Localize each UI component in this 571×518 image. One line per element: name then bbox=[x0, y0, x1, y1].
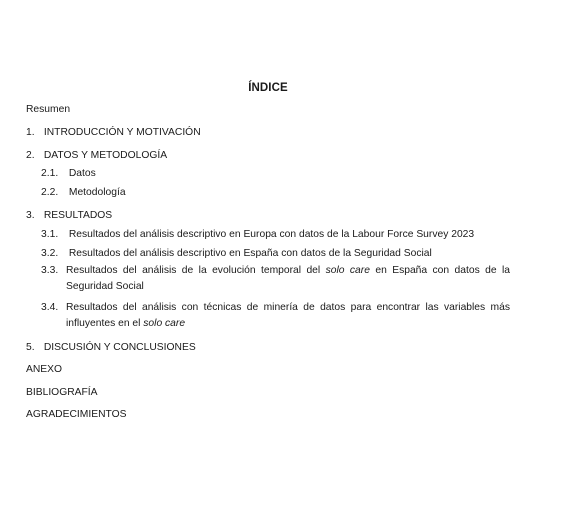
toc-entry-2-2[interactable] bbox=[41, 186, 126, 199]
toc-entry-number: 2.1. bbox=[41, 168, 59, 179]
toc-entry-label: DISCUSIÓN Y CONCLUSIONES bbox=[43, 342, 196, 353]
toc-entry-text: Resultados del análisis de la evolución temporal del bbox=[66, 265, 326, 276]
toc-entry-1[interactable] bbox=[26, 126, 201, 139]
toc-entry-label bbox=[66, 263, 510, 296]
toc-entry-3-2[interactable] bbox=[41, 247, 432, 260]
toc-entry-number: 3.1. bbox=[41, 229, 59, 240]
toc-entry-2-1[interactable] bbox=[41, 167, 96, 180]
toc-entry-label: ANEXO bbox=[26, 364, 63, 375]
toc-entry-label: RESULTADOS bbox=[43, 210, 113, 221]
toc-entry-label: AGRADECIMIENTOS bbox=[26, 409, 127, 420]
toc-entry-number: 2. bbox=[26, 150, 35, 161]
toc-entry-label: INTRODUCCIÓN Y MOTIVACIÓN bbox=[43, 127, 201, 138]
toc-entry-text: Resultados del análisis con técnicas de minería de datos para encontrar las variables más influyentes en el bbox=[66, 302, 510, 330]
toc-entry-italic-term: solo care bbox=[143, 318, 186, 330]
toc-entry-3[interactable] bbox=[26, 209, 112, 222]
toc-entry-label: Datos bbox=[68, 168, 96, 179]
toc-entry-italic-term: solo care bbox=[325, 265, 370, 276]
toc-entry-label: BIBLIOGRAFÍA bbox=[26, 387, 98, 398]
toc-entry-label: Resultados del análisis descriptivo en España con datos de la Seguridad Social bbox=[68, 248, 432, 259]
toc-entry-resumen[interactable] bbox=[26, 103, 70, 116]
toc-entry-3-3[interactable] bbox=[41, 263, 510, 296]
toc-entry-bibliografia[interactable] bbox=[26, 386, 98, 399]
toc-entry-3-1[interactable] bbox=[41, 228, 474, 241]
toc-entry-number: 3.4. bbox=[41, 302, 59, 313]
toc-entry-3-4[interactable] bbox=[41, 300, 510, 333]
toc-entry-number: 2.2. bbox=[41, 187, 59, 198]
toc-entry-label bbox=[66, 300, 510, 333]
toc-entry-label: DATOS Y METODOLOGÍA bbox=[43, 150, 168, 161]
toc-entry-anexo[interactable] bbox=[26, 363, 62, 376]
toc-entry-number: 3.2. bbox=[41, 248, 59, 259]
toc-entry-number: 1. bbox=[26, 127, 35, 138]
toc-entry-5[interactable] bbox=[26, 341, 196, 354]
toc-entry-label: Resultados del análisis descriptivo en Europa con datos de la Labour Force Survey 2023 bbox=[68, 229, 475, 240]
toc-entry-number: 3. bbox=[26, 210, 35, 221]
toc-entry-text: en España con datos de la Seguridad Social bbox=[66, 265, 510, 293]
toc-entry-2[interactable] bbox=[26, 149, 167, 162]
toc-entry-label: Resumen bbox=[26, 104, 71, 115]
toc-entry-number: 5. bbox=[26, 342, 35, 353]
toc-entry-agradecimientos[interactable] bbox=[26, 408, 127, 421]
page-title: ÍNDICE bbox=[248, 82, 288, 94]
toc-entry-number: 3.3. bbox=[41, 265, 59, 276]
toc-entry-label: Metodología bbox=[68, 187, 126, 198]
